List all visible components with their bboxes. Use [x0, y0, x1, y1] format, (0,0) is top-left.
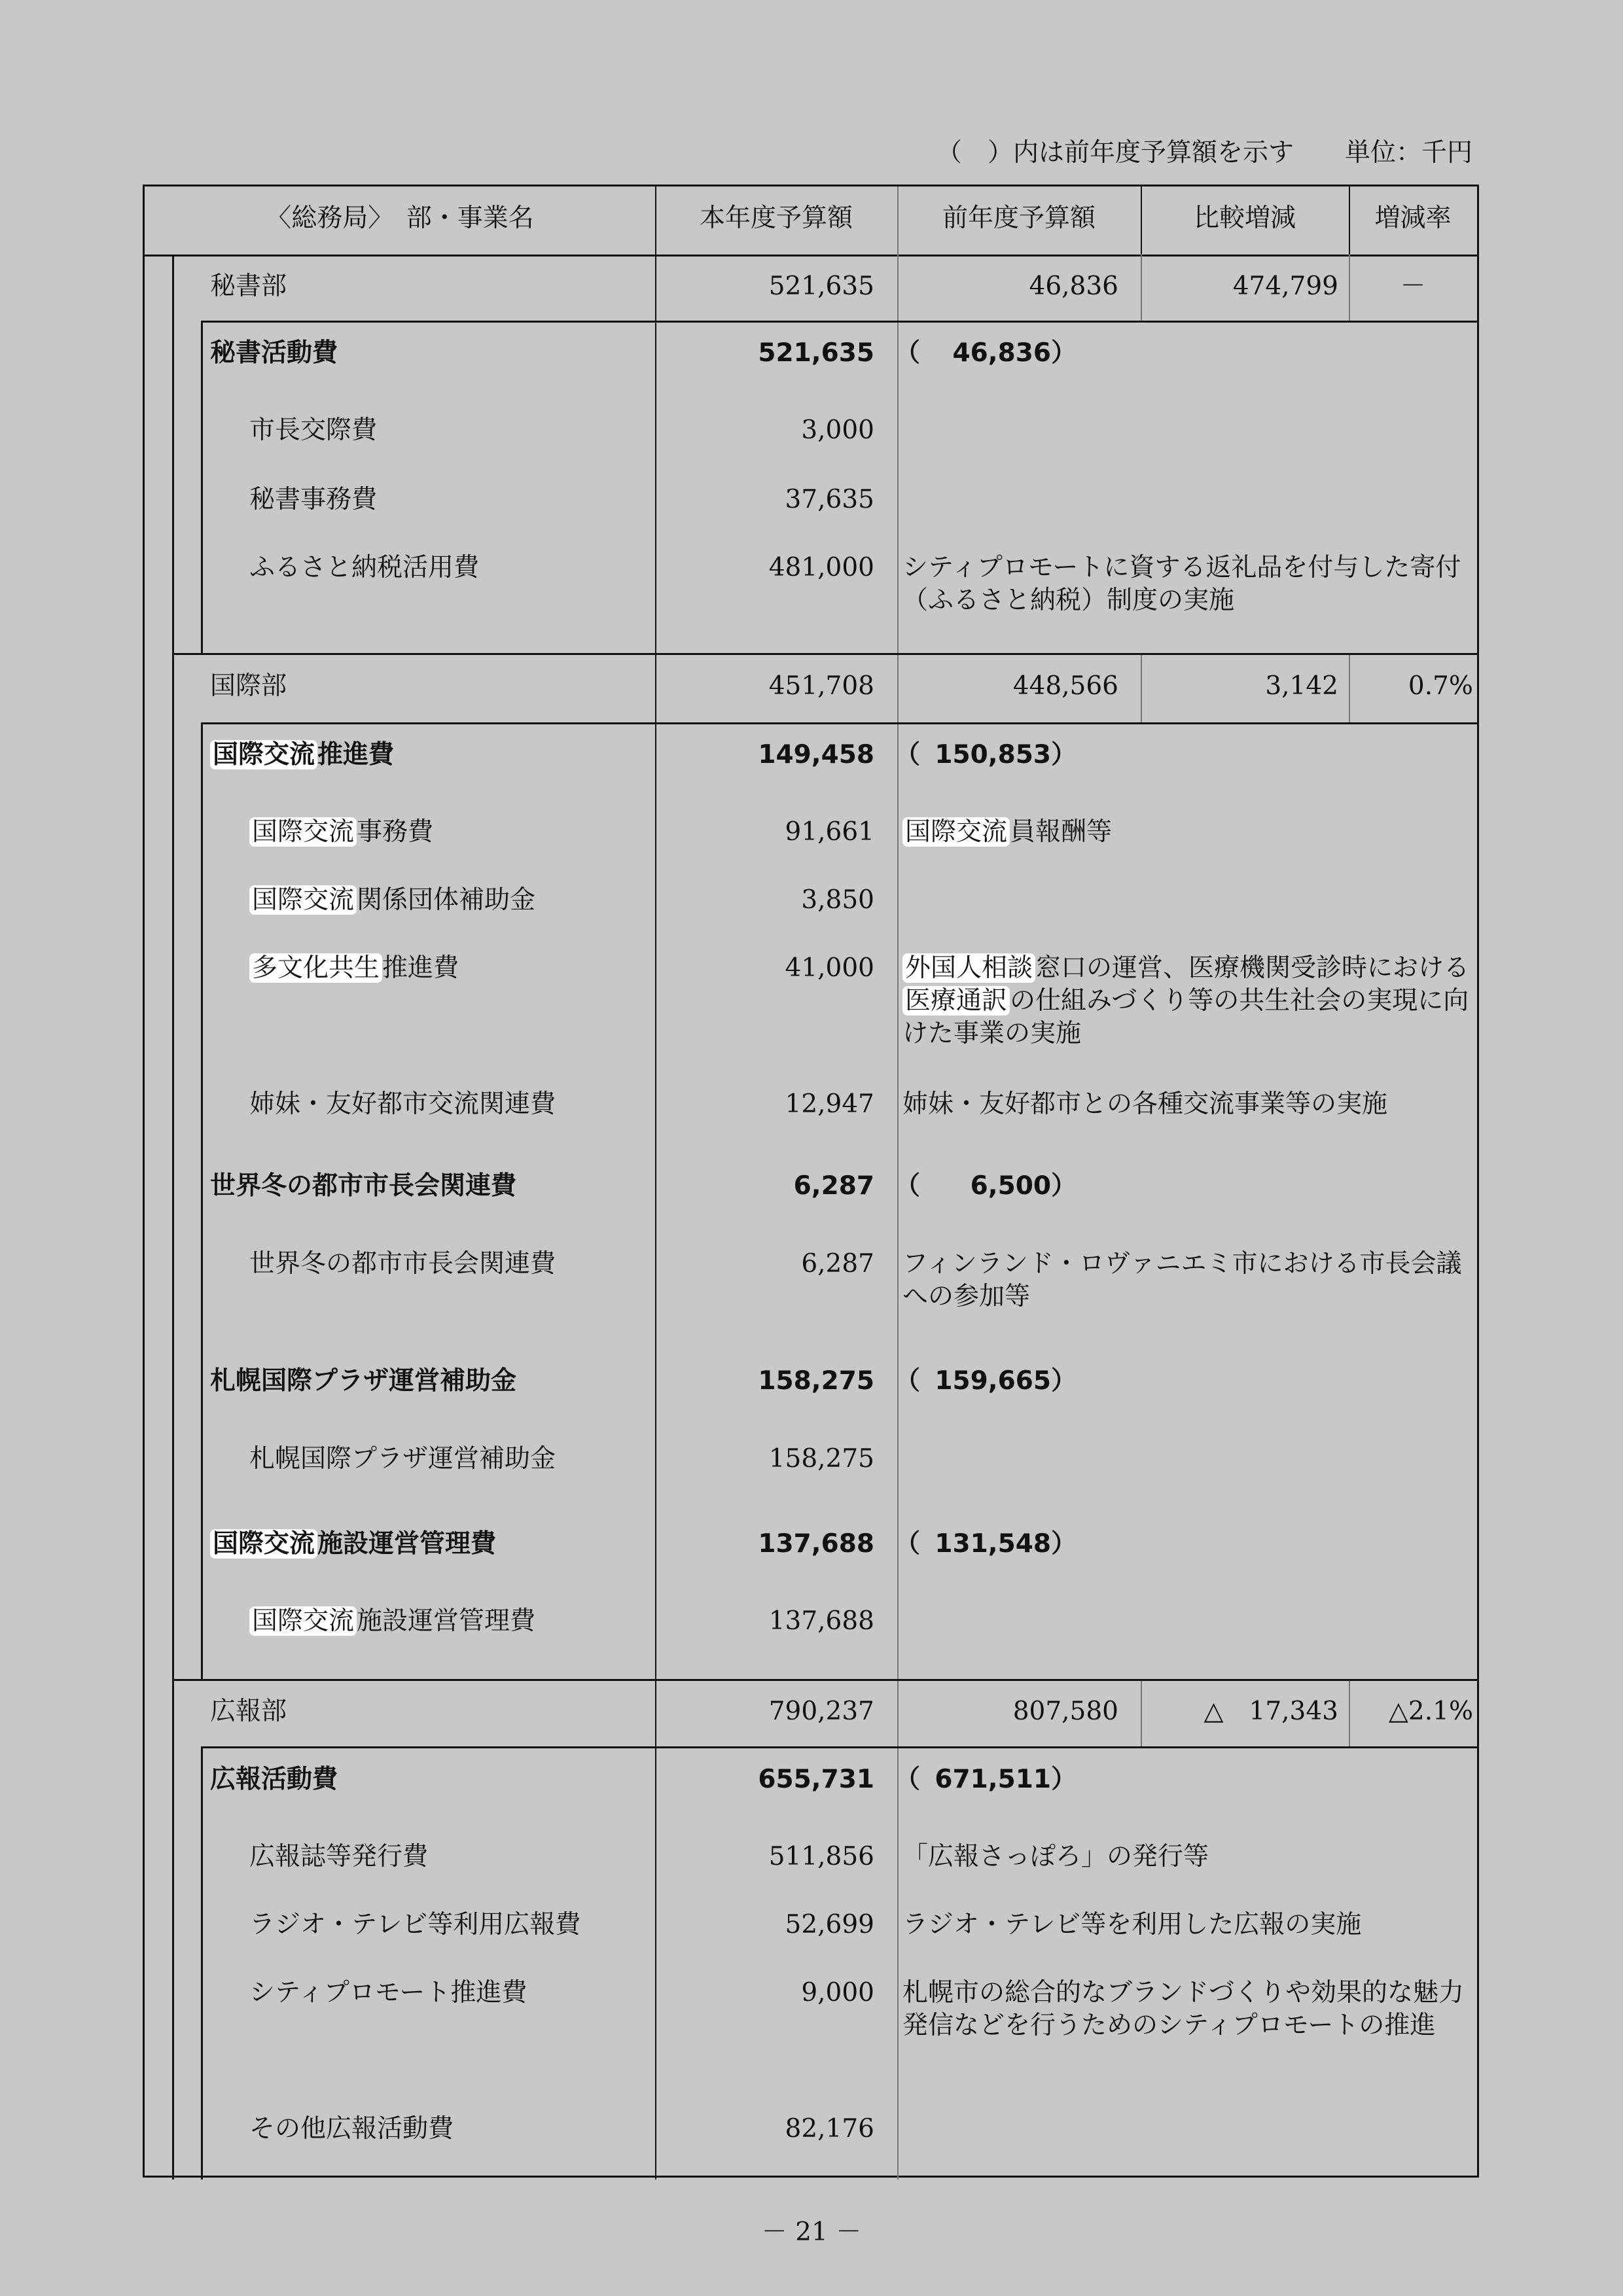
item-description: ラジオ・テレビ等を利用した広報の実施: [902, 1910, 1362, 1939]
department-name: 秘書部: [210, 272, 287, 301]
item-description: シティプロモートに資する返礼品を付与した寄付（ふるさと納税）制度の実施: [902, 553, 1461, 615]
item-name: 広報誌等発行費: [249, 1842, 429, 1871]
item-name: 市長交際費: [249, 415, 378, 445]
program-name: 世界冬の都市市長会関連費: [210, 1171, 517, 1201]
nest-line-1: [172, 255, 174, 2180]
header-previous: 前年度予算額: [942, 203, 1096, 233]
nest-line-2c: [201, 1748, 203, 2180]
budget-table: 〈総務局〉 部・事業名 本年度予算額 前年度予算額 比較増減 増減率 秘書部 521,635 46,836 474,799 － 国際部 451,708 448,566 3,142 0.7% 広報部 790,237 807,580 △ 17,343 △2.1% 秘書活動費 521,635 （ 46,836 ） 国際交流 推進費 149,458 （ 150,853 ） 世界冬の都市市長会関連費 6,287 （ 6,500 ） 札幌国際プラザ運営補助金 158,275 （ 159,665 ） 国際交流 施設運営管理費 137,688 （ 131,548 ） 広報活動費 655,731 （ 671,511 ） 市長交際費 3,000 秘書事務費 37,635 ふるさと納税活用費 481,000 シティプロモートに資する返礼品を付与した寄付（ふるさと納税）制度の実施 国際交流 事務費 91,661 国際交流 員報酬等 国際交流 関係団体補助金 3,850 多文化共生 推進費 41,000 外国人相談 窓口の運営、医療機関受診時における医療通訳 の仕組みづくり等の共生社会の実現に向けた事業の実施 姉妹・友好都市交流関連費 12,947 姉妹・友好都市との各種交流事業等の実施 世界冬の都市市長会関連費 6,287 フィンランド・ロヴァニエミ市における市長会議への参加等 札幌国際プラザ運営補助金 158,275 国際交流 施設運営管理費 137,688 広報誌等発行費 511,856 「広報さっぽろ」の発行等 ラジオ・テレビ等利用広報費 52,699 ラジオ・テレビ等を利用した広報の実施 シティプロモート推進費 9,000 札幌市の総合的なブランドづくりや効果的な魅力発信などを行うためのシティプロモートの推進 その他広報活動費 82,176: [143, 185, 1479, 2178]
department-name: 広報部: [210, 1697, 287, 1726]
item-name: 世界冬の都市市長会関連費: [249, 1249, 556, 1279]
program-name: 秘書活動費: [210, 338, 338, 368]
item-description: フィンランド・ロヴァニエミ市における市長会議への参加等: [902, 1249, 1462, 1311]
table-header: [145, 186, 1477, 256]
item-name: 多文化共生 推進費: [249, 952, 459, 985]
header-rate: 増減率: [1374, 203, 1452, 233]
item-name: ふるさと納税活用費: [249, 553, 480, 582]
item-name: ラジオ・テレビ等利用広報費: [249, 1910, 581, 1939]
item-description: 姉妹・友好都市との各種交流事業等の実施: [902, 1089, 1388, 1119]
item-name: その他広報活動費: [249, 2114, 454, 2144]
item-name: シティプロモート推進費: [249, 1978, 527, 2007]
program-name: 広報活動費: [210, 1765, 338, 1794]
header-diff: 比較増減: [1193, 203, 1296, 233]
nest-line-2b: [201, 724, 203, 1680]
item-name: 国際交流 事務費: [249, 816, 433, 849]
item-description: 国際交流 員報酬等: [902, 816, 1478, 849]
item-description: 札幌市の総合的なブランドづくりや効果的な魅力発信などを行うためのシティプロモートの推進: [902, 1978, 1465, 2040]
item-name: 国際交流 関係団体補助金: [249, 884, 535, 917]
header-name: 〈総務局〉 部・事業名: [266, 203, 534, 233]
item-name: 札幌国際プラザ運営補助金: [249, 1444, 556, 1474]
page-number: － 21 －: [761, 2217, 862, 2247]
item-description: 「広報さっぽろ」の発行等: [902, 1842, 1209, 1871]
program-name: 国際交流 推進費: [210, 739, 394, 771]
item-description: 外国人相談 窓口の運営、医療機関受診時における医療通訳 の仕組みづくり等の共生社会の実現に向けた事業の実施: [902, 953, 1470, 1048]
program-name: 札幌国際プラザ運営補助金: [210, 1366, 517, 1396]
nest-line-2a: [201, 322, 203, 653]
unit-note: （ ）内は前年度予算額を示す 単位：千円: [936, 138, 1472, 168]
department-name: 国際部: [210, 671, 287, 701]
program-name: 国際交流 施設運営管理費: [210, 1528, 496, 1561]
item-name: 姉妹・友好都市交流関連費: [249, 1089, 556, 1119]
header-current: 本年度予算額: [699, 203, 853, 233]
item-name: 秘書事務費: [249, 485, 378, 514]
item-name: 国際交流 施設運営管理費: [249, 1605, 535, 1638]
